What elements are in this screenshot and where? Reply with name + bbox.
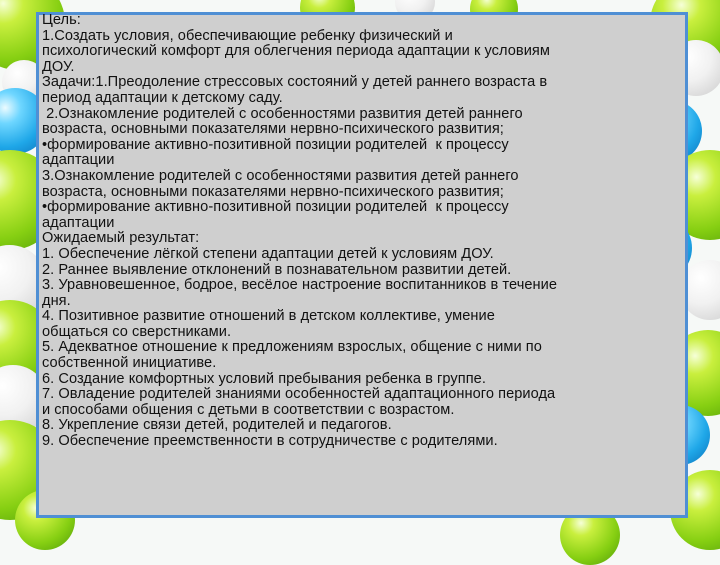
tasks-line: адаптации (42, 152, 115, 169)
result-line: 9. Обеспечение преемственности в сотрудничестве с родителями. (42, 433, 498, 450)
slide-text (42, 13, 682, 450)
tasks-line: возраста, основными показателями нервно-психического развития; (42, 121, 504, 138)
tasks-line: •формирование активно-позитивной позиции родителей к процессу (42, 199, 509, 216)
result-line: 1. Обеспечение лёгкой степени адаптации детей к условиям ДОУ. (42, 245, 494, 262)
result-line: собственной инициативе. (42, 355, 217, 372)
tasks-line: возраста, основными показателями нервно-психического развития; (42, 183, 504, 200)
goal-line: 1.Создать условия, обеспечивающие ребенку физический и (42, 27, 453, 44)
result-line: 7. Овладение родителей знаниями особенностей адаптационного периода (42, 386, 556, 403)
tasks-line: период адаптации к детскому саду. (42, 89, 283, 106)
result-line: 3. Уравновешенное, бодрое, весёлое настроение воспитанников в течение (42, 277, 557, 294)
result-line: 5. Адекватное отношение к предложениям взрослых, общение с ними по (42, 339, 542, 356)
goal-line: психологический комфорт для облегчения периода адаптации к условиям (42, 43, 550, 60)
goal-heading: Цель: (42, 12, 81, 28)
result-line: дня. (42, 292, 71, 309)
tasks-line: 3.Ознакомление родителей с особенностями развития детей раннего (42, 167, 519, 184)
result-line: 6. Создание комфортных условий пребывания ребенка в группе. (42, 370, 486, 387)
result-line: 4. Позитивное развитие отношений в детском коллективе, умение (42, 308, 495, 325)
result-line: 8. Укрепление связи детей, родителей и педагогов. (42, 417, 392, 434)
tasks-line: Задачи:1.Преодоление стрессовых состояний у детей раннего возраста в (42, 74, 548, 91)
tasks-line: •формирование активно-позитивной позиции родителей к процессу (42, 136, 509, 153)
results-heading: Ожидаемый результат: (42, 230, 200, 247)
goal-line: ДОУ. (42, 58, 75, 75)
result-line: 2. Раннее выявление отклонений в познавательном развитии детей. (42, 261, 512, 278)
tasks-line: 2.Ознакомление родителей с особенностями развития детей раннего (42, 105, 523, 122)
result-line: и способами общения с детьми в соответствии с возрастом. (42, 401, 455, 418)
tasks-line: адаптации (42, 214, 115, 231)
result-line: общаться со сверстниками. (42, 323, 232, 340)
